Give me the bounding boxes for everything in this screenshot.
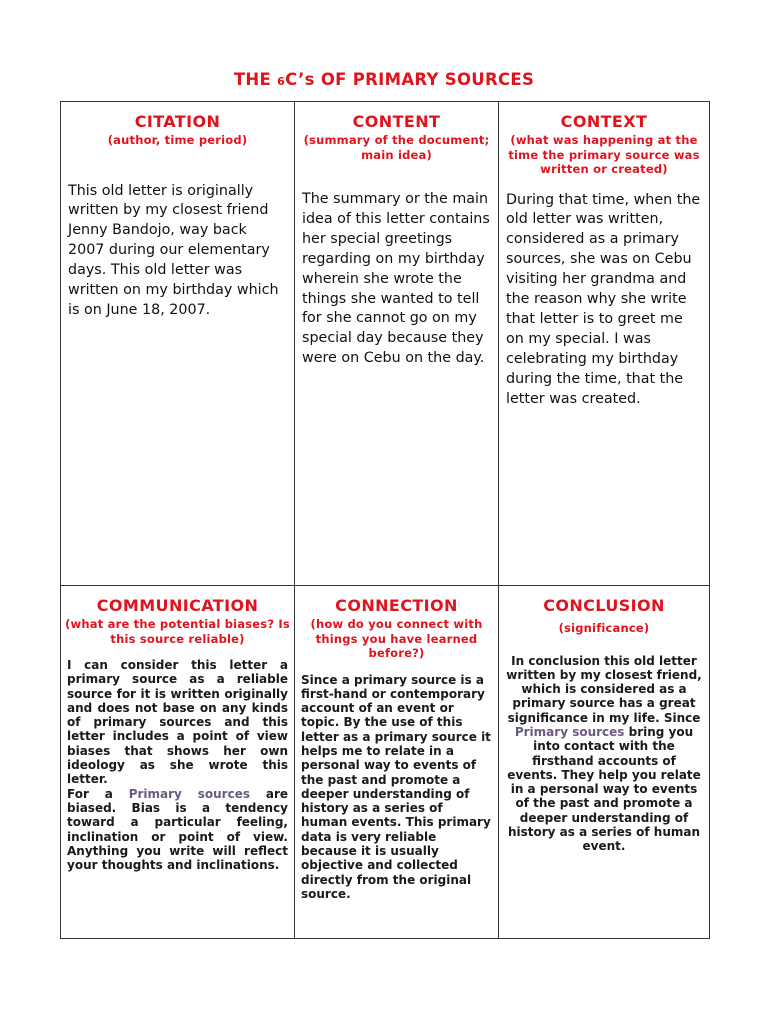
citation-text: This old letter is originally written by my closest friend Jenny Bandojo, way back 2007 during our elementary days. This old letter was written on my birthday which is on June 18, 2007. <box>68 182 279 318</box>
content-heading: CONTENT <box>352 112 441 131</box>
citation-cell <box>61 102 295 586</box>
context-text: During that time, when the old letter was written, considered as a primary sources, she was on Cebu visiting her grandma and the reason why she write that letter is to greet me on my special. I was celebrating my birthday during the time, that the letter was created. <box>506 191 701 407</box>
context-heading: CONTEXT <box>560 112 648 131</box>
content-subheading: (summary of the document; main idea) <box>303 133 490 162</box>
page-title: THE 6C’s OF PRIMARY SOURCES <box>233 70 535 89</box>
conclusion-heading: CONCLUSION <box>543 596 665 615</box>
communication-subheading: (what are the potential biases? Is this source reliable) <box>65 617 290 646</box>
citation-heading: CITATION <box>134 112 221 131</box>
communication-text: I can consider this letter a primary source as a reliable source for it is written originally and does not base on any kinds of primary sources and this letter includes a point of view biases that shows her own ideology as she wrote this letter. For a Primary sources are biased. Bias is a tendency toward a particular feeling, inclination or point of view. Anything you write will reflect your thoughts and inclinations. <box>67 658 288 873</box>
conclusion-cell <box>499 586 710 939</box>
connection-text: Since a primary source is a first-hand or contemporary account of an event or topic. By the use of this letter as a primary source it helps me to relate in a personal way to events of the past and promote a deeper understanding of history as a series of human events. This primary data is very reliable because it is usually objective and collected directly from the original source. <box>301 672 491 901</box>
communication-heading: COMMUNICATION <box>96 596 259 615</box>
connection-cell <box>295 586 499 939</box>
conclusion-text: In conclusion this old letter written by my closest friend, which is considered as a primary source has a great significance in my life. Since Primary sources bring you into contact with the firsthand accounts of events. They help you relate in a personal way to events of the past and promote a deeper understanding of history as a series of human event. <box>506 653 702 854</box>
content-cell <box>295 102 499 586</box>
content-text: The summary or the main idea of this letter contains her special greetings regarding on my birthday wherein she wrote the things she wanted to tell for she cannot go on my special day because they were on Cebu on the day. <box>302 191 490 367</box>
context-cell <box>499 102 710 586</box>
six-cs-table <box>60 101 710 939</box>
citation-subheading: (author, time period) <box>107 133 248 147</box>
connection-subheading: (how do you connect with things you have learned before?) <box>310 617 483 660</box>
connection-heading: CONNECTION <box>335 596 458 615</box>
context-subheading: (what was happening at the time the primary source was written or created) <box>508 133 700 176</box>
communication-cell <box>61 586 295 939</box>
conclusion-subheading: (significance) <box>558 621 650 635</box>
